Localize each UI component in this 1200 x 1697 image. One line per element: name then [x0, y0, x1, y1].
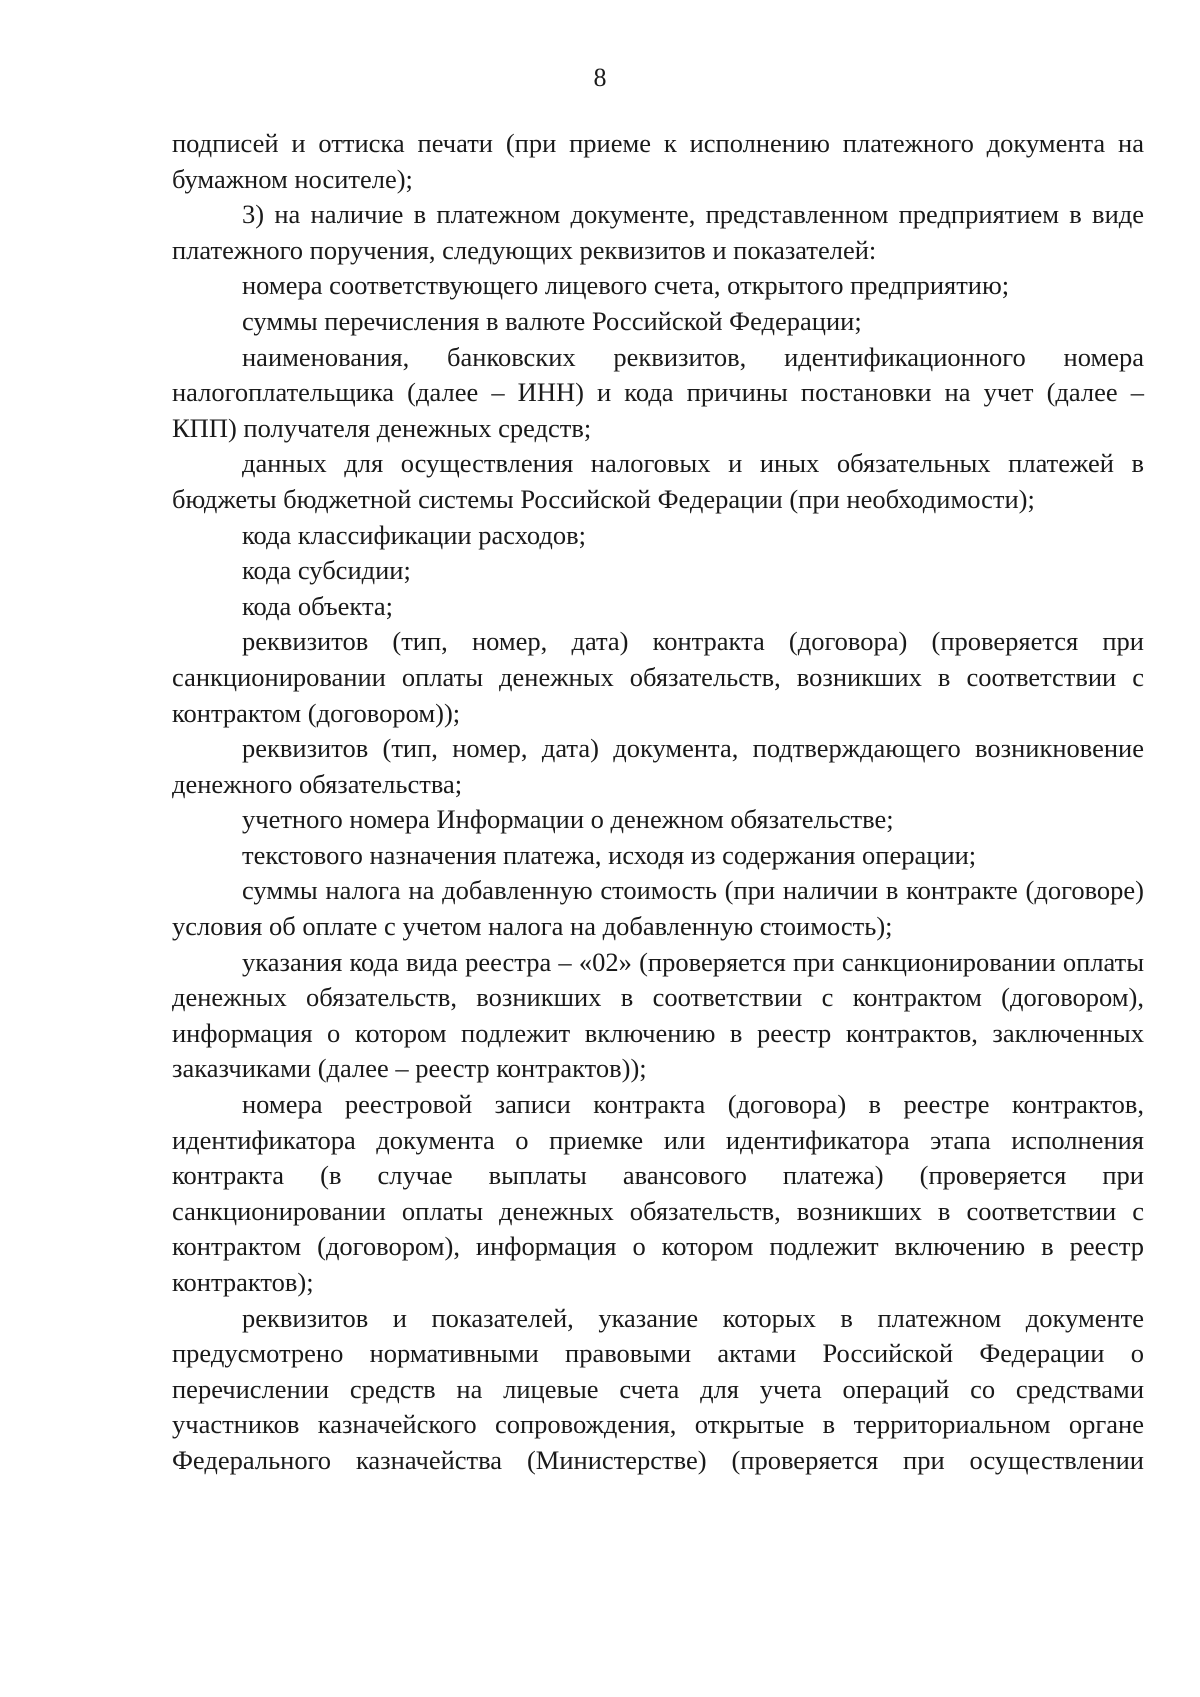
paragraph: реквизитов и показателей, указание которых в платежном документе предусмотрено нормативными правовыми актами Российской Федерации о перечислении средств на лицевые счета для учета операций со средствами участников казначейского сопровождения, открытые в территориальном органе Федерального казначейства (Министерстве) (проверяется при осуществлении	[172, 1302, 1144, 1475]
paragraph: реквизитов (тип, номер, дата) контракта (договора) (проверяется при санкционировании оплаты денежных обязательств, возникших в соответствии с контрактом (договором));	[172, 626, 1144, 728]
paragraph: кода субсидии;	[242, 555, 411, 586]
page-number: 8	[593, 63, 607, 92]
paragraph: данных для осуществления налоговых и иных обязательных платежей в бюджеты бюджетной системы Российской Федерации (при необходимости);	[172, 448, 1144, 514]
paragraph: 3) на наличие в платежном документе, представленном предприятием в виде платежного поручения, следующих реквизитов и показателей:	[172, 199, 1144, 265]
paragraph: суммы перечисления в валюте Российской Федерации;	[242, 305, 862, 336]
document-body	[172, 126, 1144, 1479]
paragraph: наименования, банковских реквизитов, идентификационного номера налогоплательщика (далее – ИНН) и кода причины постановки на учет (далее – КПП) получателя денежных средств;	[172, 341, 1144, 443]
paragraph: текстового назначения платежа, исходя из содержания операции;	[242, 839, 977, 870]
paragraph: номера соответствующего лицевого счета, открытого предприятию;	[242, 270, 1010, 301]
paragraph: кода классификации расходов;	[242, 519, 586, 550]
paragraph: суммы налога на добавленную стоимость (при наличии в контракте (договоре) условия об оплате с учетом налога на добавленную стоимость);	[172, 875, 1144, 942]
paragraph: реквизитов (тип, номер, дата) документа, подтверждающего возникновение денежного обязательства;	[172, 733, 1144, 799]
paragraph: кода объекта;	[242, 590, 393, 621]
paragraph: указания кода вида реестра – «02» (проверяется при санкционировании оплаты денежных обязательств, возникших в соответствии с контрактом (договором), информация о котором подлежит включению в реестр контрактов, заключенных заказчиками (далее – реестр контрактов));	[172, 946, 1144, 1084]
paragraph: подписей и оттиска печати (при приеме к исполнению платежного документа на бумажном носителе);	[172, 128, 1144, 194]
paragraph: учетного номера Информации о денежном обязательстве;	[242, 804, 894, 835]
paragraph: номера реестровой записи контракта (договора) в реестре контрактов, идентификатора документа о приемке или идентификатора этапа исполнения контракта (в случае выплаты авансового платежа) (проверяется при санкционировании оплаты денежных обязательств, возникших в соответствии с контрактом (договором), информация о котором подлежит включению в реестр контрактов);	[172, 1089, 1144, 1297]
